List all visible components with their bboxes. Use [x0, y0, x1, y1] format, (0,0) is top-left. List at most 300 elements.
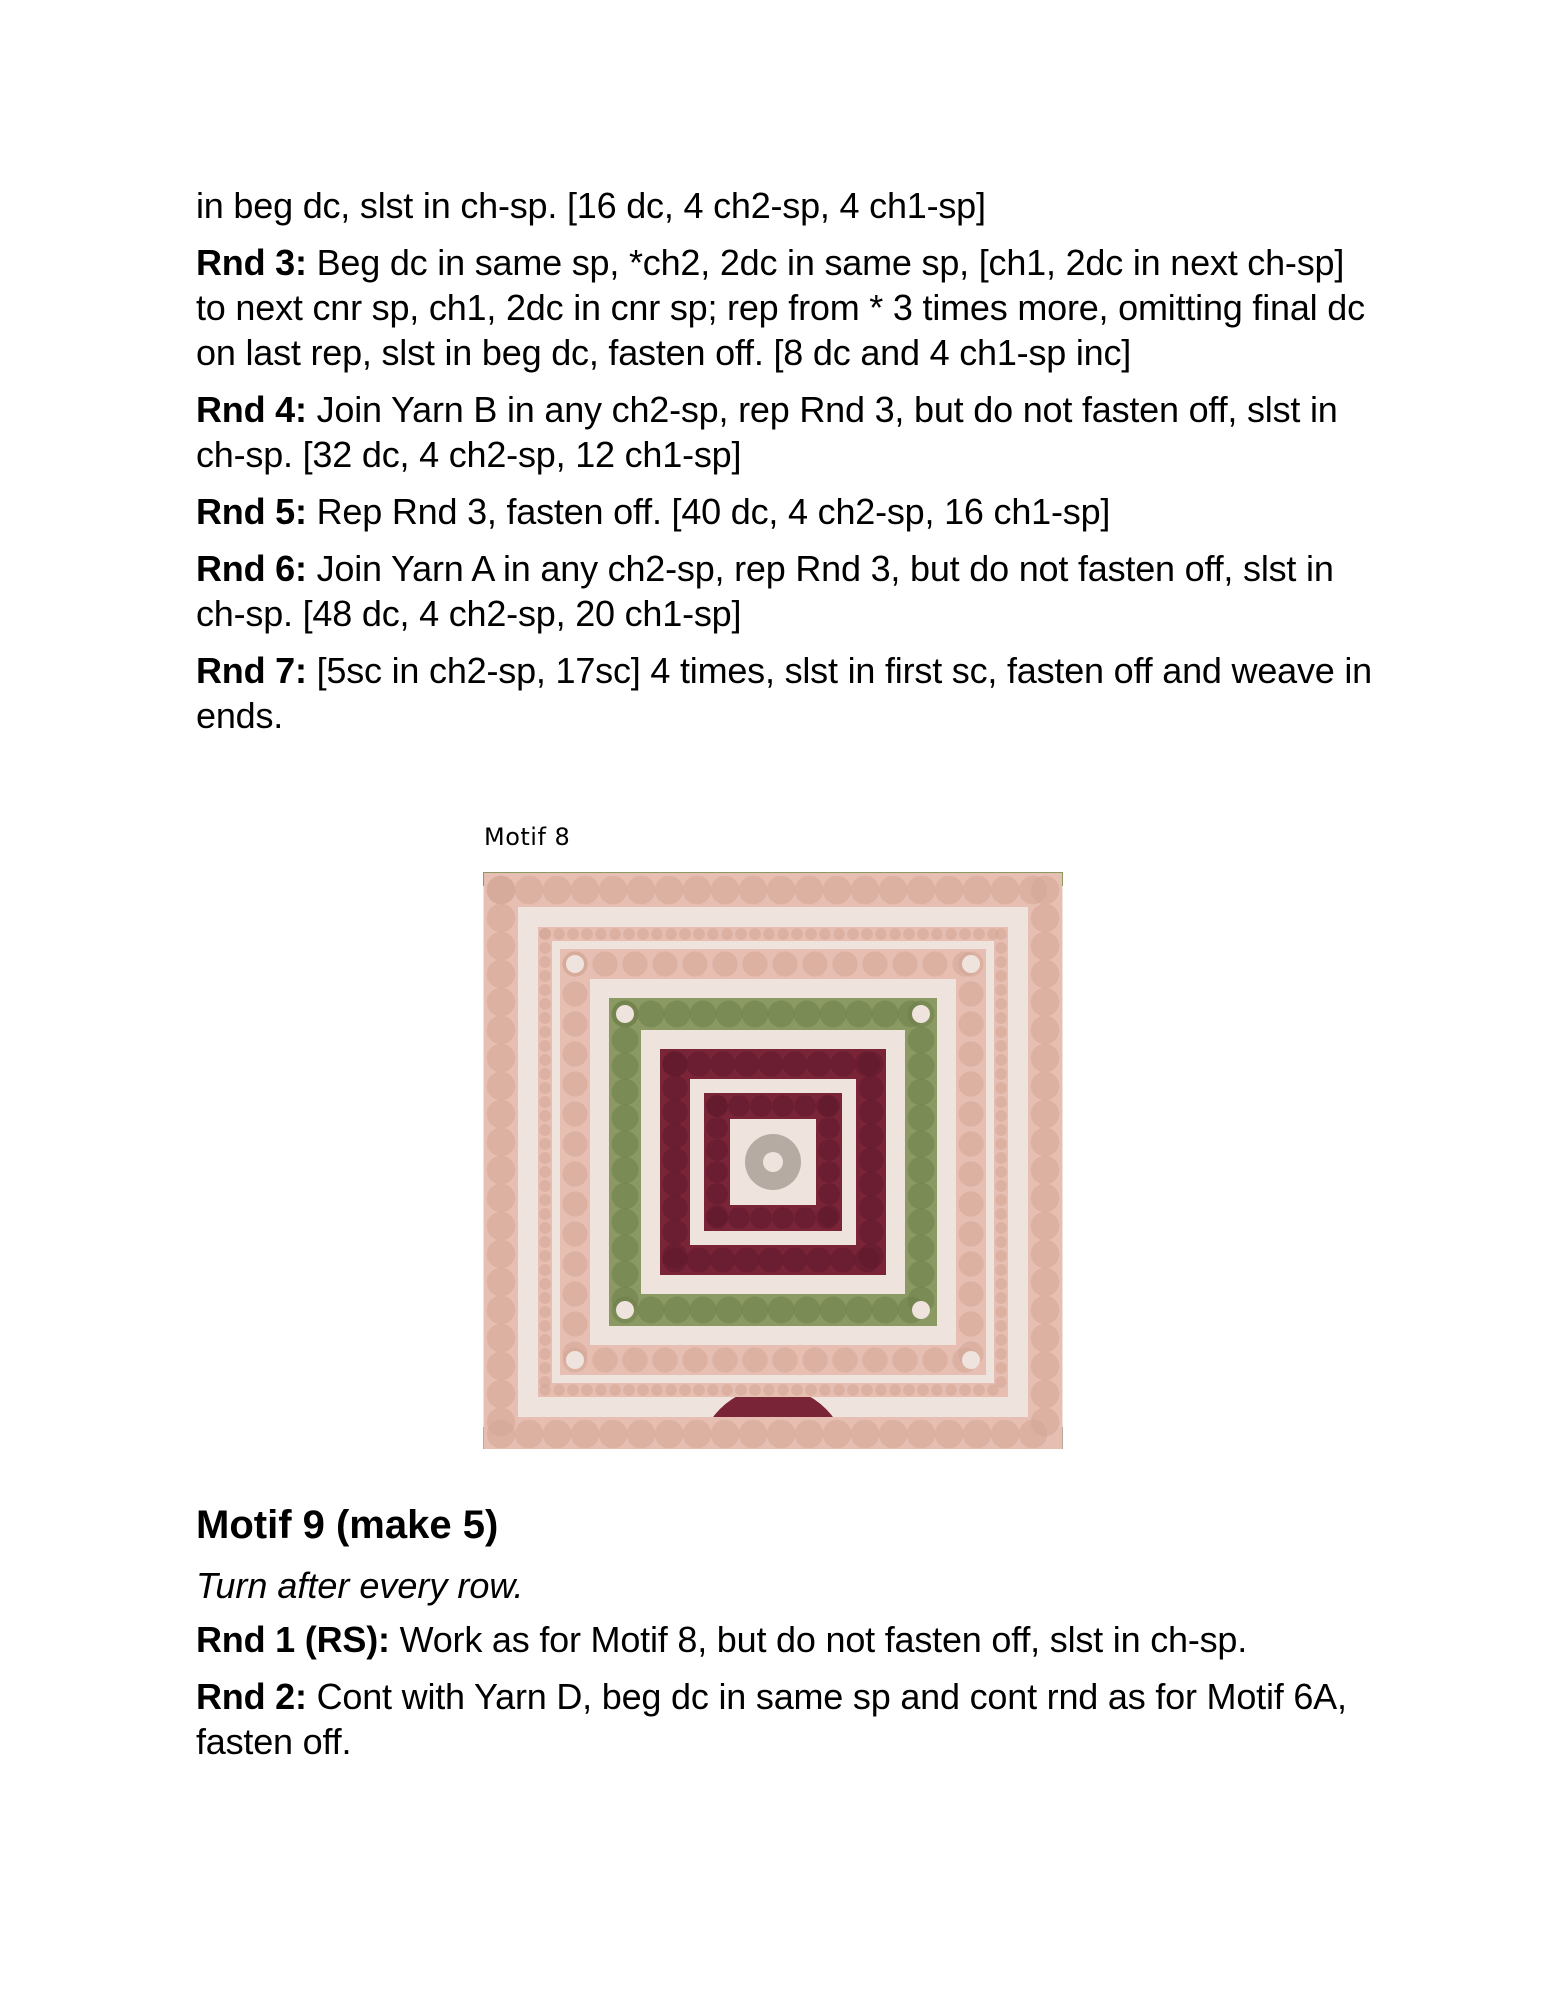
- inner-pink-stitch: [958, 1251, 983, 1276]
- outer-pink-stitch: [1031, 1212, 1060, 1241]
- burgundy-round-inner-stitch: [818, 1139, 840, 1161]
- paragraph-gap: [196, 228, 1376, 240]
- outer-pink-stitch: [739, 876, 768, 905]
- burgundy-round-outer-stitch: [662, 1243, 687, 1268]
- instruction-paragraph: [196, 1617, 1376, 1662]
- pink-edge-stitch: [693, 1384, 705, 1396]
- round-label: Rnd 4:: [196, 389, 307, 430]
- pink-edge-stitch: [539, 1096, 551, 1108]
- green-round-stitch: [908, 1131, 935, 1158]
- outer-pink-stitch: [487, 932, 516, 961]
- pink-edge-stitch: [995, 1250, 1007, 1262]
- corner-space: [912, 1301, 930, 1319]
- outer-pink-stitch: [935, 1420, 964, 1449]
- outer-pink-stitch: [1031, 1184, 1060, 1213]
- outer-pink-stitch: [1031, 1380, 1060, 1409]
- outer-pink-stitch: [487, 1184, 516, 1213]
- burgundy-round-inner-stitch: [816, 1095, 838, 1117]
- pink-edge-stitch: [707, 1384, 719, 1396]
- outer-pink-stitch: [487, 1156, 516, 1185]
- pink-edge-stitch: [791, 1384, 803, 1396]
- inner-pink-stitch: [862, 951, 887, 976]
- outer-pink-stitch: [907, 1420, 936, 1449]
- pink-edge-stitch: [995, 1180, 1007, 1192]
- pink-edge-stitch: [847, 928, 859, 940]
- pink-edge-stitch: [539, 1306, 551, 1318]
- outer-pink-stitch: [1031, 1016, 1060, 1045]
- outer-pink-stitch: [1031, 1324, 1060, 1353]
- pink-edge-stitch: [995, 1124, 1007, 1136]
- pink-edge-stitch: [539, 1250, 551, 1262]
- green-round-stitch: [742, 1001, 769, 1028]
- pink-edge-stitch: [995, 1334, 1007, 1346]
- pink-edge-stitch: [539, 1110, 551, 1122]
- burgundy-round-outer-stitch: [782, 1051, 807, 1076]
- pink-edge-stitch: [875, 1384, 887, 1396]
- inner-pink-stitch: [892, 951, 917, 976]
- pink-edge-stitch: [995, 1012, 1007, 1024]
- pink-edge-stitch: [665, 928, 677, 940]
- burgundy-round-inner-stitch: [794, 1095, 816, 1117]
- pink-edge-stitch: [539, 1320, 551, 1332]
- green-round-stitch: [742, 1297, 769, 1324]
- pink-edge-stitch: [637, 1384, 649, 1396]
- green-round-stitch: [908, 1079, 935, 1106]
- outer-pink-stitch: [487, 1296, 516, 1325]
- burgundy-round-outer-stitch: [686, 1051, 711, 1076]
- instruction-paragraph: [196, 1674, 1376, 1764]
- corner-space: [616, 1301, 634, 1319]
- round-text: Rep Rnd 3, fasten off. [40 dc, 4 ch2-sp, 16 ch1-sp]: [306, 491, 1111, 532]
- green-round-stitch: [612, 1079, 639, 1106]
- pink-edge-stitch: [539, 1082, 551, 1094]
- green-round-stitch: [612, 1027, 639, 1054]
- pink-edge-stitch: [995, 1292, 1007, 1304]
- burgundy-round-inner-stitch: [818, 1161, 840, 1183]
- inner-pink-stitch: [562, 1191, 587, 1216]
- burgundy-round-outer-stitch: [710, 1051, 735, 1076]
- outer-pink-stitch: [1031, 1044, 1060, 1073]
- green-round-stitch: [872, 1001, 899, 1028]
- round-label: Rnd 6:: [196, 548, 307, 589]
- pink-edge-stitch: [735, 1384, 747, 1396]
- pink-edge-stitch: [539, 1180, 551, 1192]
- inner-pink-stitch: [562, 1221, 587, 1246]
- inner-pink-stitch: [562, 981, 587, 1006]
- burgundy-round-inner-stitch: [706, 1139, 728, 1161]
- pink-edge-stitch: [595, 1384, 607, 1396]
- green-round-stitch: [612, 1105, 639, 1132]
- round-label: Rnd 2:: [196, 1676, 307, 1717]
- instruction-paragraph: [196, 183, 1376, 228]
- pink-edge-stitch: [833, 928, 845, 940]
- round-label: Rnd 5:: [196, 491, 307, 532]
- paragraph-gap: [196, 534, 1376, 546]
- burgundy-round-outer-stitch: [854, 1051, 879, 1076]
- corner-space: [912, 1005, 930, 1023]
- round-text: Beg dc in same sp, *ch2, 2dc in same sp, [ch1, 2dc in next ch-sp] to next cnr sp, ch1, 2dc in cnr sp; rep from * 3 times more, omitting final dc on last rep, slst in beg dc, fasten off. [8 dc and 4 ch1-sp inc]: [196, 242, 1365, 373]
- pink-edge-stitch: [995, 1054, 1007, 1066]
- green-round-stitch: [846, 1297, 873, 1324]
- pink-edge-stitch: [539, 928, 551, 940]
- pink-edge-stitch: [539, 1264, 551, 1276]
- inner-pink-stitch: [958, 1221, 983, 1246]
- pink-edge-stitch: [651, 1384, 663, 1396]
- burgundy-round-inner-stitch: [728, 1095, 750, 1117]
- burgundy-round-outer-stitch: [686, 1247, 711, 1272]
- pink-edge-stitch: [875, 928, 887, 940]
- outer-pink-stitch: [1031, 1296, 1060, 1325]
- pink-edge-stitch: [805, 928, 817, 940]
- pink-edge-stitch: [995, 1320, 1007, 1332]
- inner-pink-stitch: [892, 1347, 917, 1372]
- green-round-stitch: [820, 1297, 847, 1324]
- pink-edge-stitch: [995, 1348, 1007, 1360]
- inner-pink-stitch: [922, 1347, 947, 1372]
- outer-pink-stitch: [515, 876, 544, 905]
- round-text: Cont with Yarn D, beg dc in same sp and cont rnd as for Motif 6A, fasten off.: [196, 1676, 1347, 1762]
- green-round-stitch: [846, 1001, 873, 1028]
- outer-pink-stitch: [683, 1420, 712, 1449]
- round-label: Rnd 1 (RS):: [196, 1619, 390, 1660]
- pink-edge-stitch: [995, 984, 1007, 996]
- inner-pink-stitch: [958, 1311, 983, 1336]
- corner-space: [962, 1351, 980, 1369]
- outer-pink-stitch: [851, 1420, 880, 1449]
- outer-pink-stitch: [935, 876, 964, 905]
- burgundy-round-outer-stitch: [710, 1247, 735, 1272]
- pink-edge-stitch: [539, 1068, 551, 1080]
- pink-edge-stitch: [995, 1166, 1007, 1178]
- outer-pink-stitch: [963, 1420, 992, 1449]
- inner-pink-stitch: [592, 951, 617, 976]
- burgundy-round-outer-stitch: [806, 1051, 831, 1076]
- corner-space: [616, 1005, 634, 1023]
- inner-pink-stitch: [802, 951, 827, 976]
- outer-pink-stitch: [487, 1408, 516, 1437]
- outer-pink-stitch: [795, 876, 824, 905]
- green-round-stitch: [690, 1001, 717, 1028]
- round-text: [5sc in ch2-sp, 17sc] 4 times, slst in first sc, fasten off and weave in ends.: [196, 650, 1373, 736]
- outer-pink-stitch: [487, 1268, 516, 1297]
- pink-edge-stitch: [581, 1384, 593, 1396]
- pink-edge-stitch: [567, 1384, 579, 1396]
- outer-pink-stitch: [739, 1420, 768, 1449]
- outer-pink-stitch: [1031, 988, 1060, 1017]
- burgundy-round-outer-stitch: [662, 1195, 687, 1220]
- burgundy-round-outer-stitch: [734, 1247, 759, 1272]
- pink-edge-stitch: [623, 928, 635, 940]
- burgundy-round-outer-stitch: [858, 1219, 883, 1244]
- green-round-stitch: [768, 1001, 795, 1028]
- round-label: Rnd 3:: [196, 242, 307, 283]
- pink-edge-stitch: [973, 1384, 985, 1396]
- pink-edge-stitch: [995, 1306, 1007, 1318]
- green-round-stitch: [716, 1297, 743, 1324]
- green-round-stitch: [908, 1235, 935, 1262]
- instruction-paragraph: [196, 387, 1376, 477]
- green-round-stitch: [638, 1297, 665, 1324]
- burgundy-round-outer-stitch: [662, 1123, 687, 1148]
- outer-pink-stitch: [767, 876, 796, 905]
- inner-pink-stitch: [652, 1347, 677, 1372]
- outer-pink-stitch: [991, 876, 1020, 905]
- pink-edge-stitch: [749, 928, 761, 940]
- burgundy-round-outer-stitch: [758, 1247, 783, 1272]
- burgundy-round-outer-stitch: [662, 1075, 687, 1100]
- pink-edge-stitch: [995, 970, 1007, 982]
- outer-pink-stitch: [823, 1420, 852, 1449]
- green-round-stitch: [872, 1297, 899, 1324]
- pink-edge-stitch: [763, 1384, 775, 1396]
- pink-edge-stitch: [995, 1068, 1007, 1080]
- corner-space: [566, 1351, 584, 1369]
- pink-edge-stitch: [995, 1096, 1007, 1108]
- pink-edge-stitch: [833, 1384, 845, 1396]
- inner-pink-stitch: [958, 1011, 983, 1036]
- pink-edge-stitch: [539, 942, 551, 954]
- round-text: Work as for Motif 8, but do not fasten off, slst in ch-sp.: [389, 1619, 1248, 1660]
- outer-pink-stitch: [487, 988, 516, 1017]
- pink-edge-stitch: [777, 928, 789, 940]
- pink-edge-stitch: [995, 956, 1007, 968]
- pink-edge-stitch: [917, 1384, 929, 1396]
- instruction-paragraph: [196, 489, 1376, 534]
- outer-pink-stitch: [571, 876, 600, 905]
- burgundy-round-outer-stitch: [806, 1247, 831, 1272]
- pink-edge-stitch: [539, 1166, 551, 1178]
- inner-pink-stitch: [772, 1347, 797, 1372]
- inner-pink-stitch: [958, 981, 983, 1006]
- inner-pink-stitch: [958, 1101, 983, 1126]
- outer-pink-stitch: [1031, 1268, 1060, 1297]
- green-round-stitch: [612, 1183, 639, 1210]
- pink-edge-stitch: [987, 928, 999, 940]
- burgundy-round-outer-stitch: [830, 1247, 855, 1272]
- burgundy-round-outer-stitch: [662, 1147, 687, 1172]
- inner-pink-stitch: [802, 1347, 827, 1372]
- inner-pink-stitch: [592, 1347, 617, 1372]
- outer-pink-stitch: [1031, 1352, 1060, 1381]
- inner-pink-stitch: [832, 951, 857, 976]
- outer-pink-stitch: [991, 1420, 1020, 1449]
- green-round-stitch: [612, 1157, 639, 1184]
- inner-pink-stitch: [958, 1161, 983, 1186]
- outer-pink-stitch: [571, 1420, 600, 1449]
- burgundy-round-outer-stitch: [662, 1051, 687, 1076]
- outer-pink-stitch: [1031, 1156, 1060, 1185]
- burgundy-round-inner-stitch: [772, 1207, 794, 1229]
- inner-pink-stitch: [562, 1071, 587, 1096]
- outer-pink-stitch: [599, 876, 628, 905]
- pink-edge-stitch: [595, 928, 607, 940]
- green-round-stitch: [690, 1297, 717, 1324]
- pink-edge-stitch: [995, 1082, 1007, 1094]
- pink-edge-stitch: [861, 1384, 873, 1396]
- burgundy-round-outer-stitch: [734, 1051, 759, 1076]
- pink-edge-stitch: [539, 1348, 551, 1360]
- green-round-stitch: [612, 1235, 639, 1262]
- outer-pink-stitch: [683, 876, 712, 905]
- pink-edge-stitch: [995, 1264, 1007, 1276]
- outer-pink-stitch: [487, 1212, 516, 1241]
- pink-edge-stitch: [959, 1384, 971, 1396]
- pink-edge-stitch: [995, 1236, 1007, 1248]
- pink-edge-stitch: [539, 1292, 551, 1304]
- instruction-block-motif-9: [196, 1617, 1376, 1764]
- outer-pink-stitch: [1019, 876, 1048, 905]
- burgundy-round-outer-stitch: [858, 1195, 883, 1220]
- pink-edge-stitch: [721, 1384, 733, 1396]
- outer-pink-stitch: [627, 876, 656, 905]
- pink-edge-stitch: [539, 970, 551, 982]
- pink-edge-stitch: [539, 1236, 551, 1248]
- pink-edge-stitch: [749, 1384, 761, 1396]
- burgundy-round-outer-stitch: [662, 1219, 687, 1244]
- pink-edge-stitch: [903, 1384, 915, 1396]
- pink-edge-stitch: [791, 928, 803, 940]
- pink-edge-stitch: [693, 928, 705, 940]
- pink-edge-stitch: [707, 928, 719, 940]
- burgundy-round-outer-stitch: [858, 1147, 883, 1172]
- crochet-square-image: [483, 872, 1063, 1449]
- outer-pink-stitch: [487, 1100, 516, 1129]
- outer-pink-stitch: [487, 1240, 516, 1269]
- pink-edge-stitch: [539, 1194, 551, 1206]
- pink-edge-stitch: [539, 1138, 551, 1150]
- outer-pink-stitch: [487, 876, 516, 905]
- paragraph-gap: [196, 477, 1376, 489]
- inner-pink-stitch: [562, 1161, 587, 1186]
- outer-pink-stitch: [711, 1420, 740, 1449]
- pink-edge-stitch: [539, 1376, 551, 1388]
- inner-pink-stitch: [742, 1347, 767, 1372]
- pink-edge-stitch: [679, 928, 691, 940]
- pink-edge-stitch: [539, 1054, 551, 1066]
- instruction-paragraph: [196, 240, 1376, 375]
- outer-pink-stitch: [1031, 904, 1060, 933]
- pink-edge-stitch: [931, 928, 943, 940]
- pink-edge-stitch: [539, 956, 551, 968]
- pink-edge-stitch: [777, 1384, 789, 1396]
- green-round-stitch: [908, 1209, 935, 1236]
- pink-edge-stitch: [735, 928, 747, 940]
- pink-edge-stitch: [917, 928, 929, 940]
- pink-edge-stitch: [995, 1026, 1007, 1038]
- motif-9-note: Turn after every row.: [196, 1565, 524, 1606]
- pink-edge-stitch: [805, 1384, 817, 1396]
- inner-pink-stitch: [562, 1251, 587, 1276]
- green-round-stitch: [664, 1297, 691, 1324]
- outer-pink-stitch: [767, 1420, 796, 1449]
- green-round-stitch: [820, 1001, 847, 1028]
- pink-edge-stitch: [539, 1012, 551, 1024]
- instruction-paragraph: [196, 546, 1376, 636]
- outer-pink-stitch: [487, 960, 516, 989]
- green-round-stitch: [664, 1001, 691, 1028]
- pink-edge-stitch: [539, 1208, 551, 1220]
- pink-edge-stitch: [973, 928, 985, 940]
- outer-pink-stitch: [711, 876, 740, 905]
- green-round-stitch: [768, 1297, 795, 1324]
- green-round-stitch: [612, 1053, 639, 1080]
- inner-pink-stitch: [562, 1311, 587, 1336]
- outer-pink-stitch: [487, 1128, 516, 1157]
- outer-pink-stitch: [487, 1352, 516, 1381]
- inner-pink-stitch: [682, 951, 707, 976]
- inner-pink-stitch: [958, 1071, 983, 1096]
- instruction-paragraph: [196, 648, 1376, 738]
- pink-edge-stitch: [637, 928, 649, 940]
- inner-pink-stitch: [958, 1281, 983, 1306]
- burgundy-round-outer-stitch: [858, 1123, 883, 1148]
- outer-pink-stitch: [599, 1420, 628, 1449]
- inner-pink-stitch: [958, 1041, 983, 1066]
- pink-edge-stitch: [945, 1384, 957, 1396]
- instruction-block-motif-8: [196, 183, 1376, 738]
- pink-edge-stitch: [861, 928, 873, 940]
- green-round-stitch: [612, 1209, 639, 1236]
- green-round-stitch: [908, 1261, 935, 1288]
- pink-edge-stitch: [945, 928, 957, 940]
- outer-pink-stitch: [1031, 1100, 1060, 1129]
- pink-edge-stitch: [581, 928, 593, 940]
- burgundy-round-inner-stitch: [706, 1161, 728, 1183]
- inner-pink-stitch: [958, 1191, 983, 1216]
- pink-edge-stitch: [539, 1278, 551, 1290]
- green-round-stitch: [794, 1001, 821, 1028]
- corner-space: [566, 955, 584, 973]
- pink-edge-stitch: [539, 1026, 551, 1038]
- pink-edge-stitch: [995, 1278, 1007, 1290]
- pink-edge-stitch: [539, 1152, 551, 1164]
- burgundy-round-inner-stitch: [706, 1205, 728, 1227]
- outer-pink-stitch: [823, 876, 852, 905]
- burgundy-round-outer-stitch: [830, 1051, 855, 1076]
- pink-edge-stitch: [995, 1362, 1007, 1374]
- burgundy-round-outer-stitch: [662, 1099, 687, 1124]
- burgundy-round-inner-stitch: [706, 1117, 728, 1139]
- burgundy-round-outer-stitch: [858, 1075, 883, 1100]
- pink-edge-stitch: [665, 1384, 677, 1396]
- pink-edge-stitch: [889, 1384, 901, 1396]
- outer-pink-stitch: [963, 876, 992, 905]
- burgundy-round-inner-stitch: [818, 1205, 840, 1227]
- outer-pink-stitch: [879, 1420, 908, 1449]
- inner-pink-stitch: [562, 1281, 587, 1306]
- burgundy-round-outer-stitch: [662, 1171, 687, 1196]
- pink-edge-stitch: [995, 1222, 1007, 1234]
- centre-hole: [763, 1152, 783, 1172]
- inner-pink-stitch: [562, 1131, 587, 1156]
- pink-edge-stitch: [539, 1222, 551, 1234]
- round-text: Join Yarn A in any ch2-sp, rep Rnd 3, but do not fasten off, slst in ch-sp. [48 dc, 4 ch2-sp, 20 ch1-sp]: [196, 548, 1334, 634]
- outer-pink-stitch: [487, 1016, 516, 1045]
- burgundy-round-inner-stitch: [728, 1207, 750, 1229]
- pink-edge-stitch: [819, 928, 831, 940]
- inner-pink-stitch: [562, 1101, 587, 1126]
- inner-pink-stitch: [562, 1041, 587, 1066]
- burgundy-round-inner-stitch: [750, 1207, 772, 1229]
- outer-pink-stitch: [1031, 960, 1060, 989]
- corner-space: [962, 955, 980, 973]
- inner-pink-stitch: [562, 1011, 587, 1036]
- pink-edge-stitch: [819, 1384, 831, 1396]
- green-round-stitch: [908, 1105, 935, 1132]
- round-label: Rnd 7:: [196, 650, 307, 691]
- outer-pink-stitch: [879, 876, 908, 905]
- pink-edge-stitch: [847, 1384, 859, 1396]
